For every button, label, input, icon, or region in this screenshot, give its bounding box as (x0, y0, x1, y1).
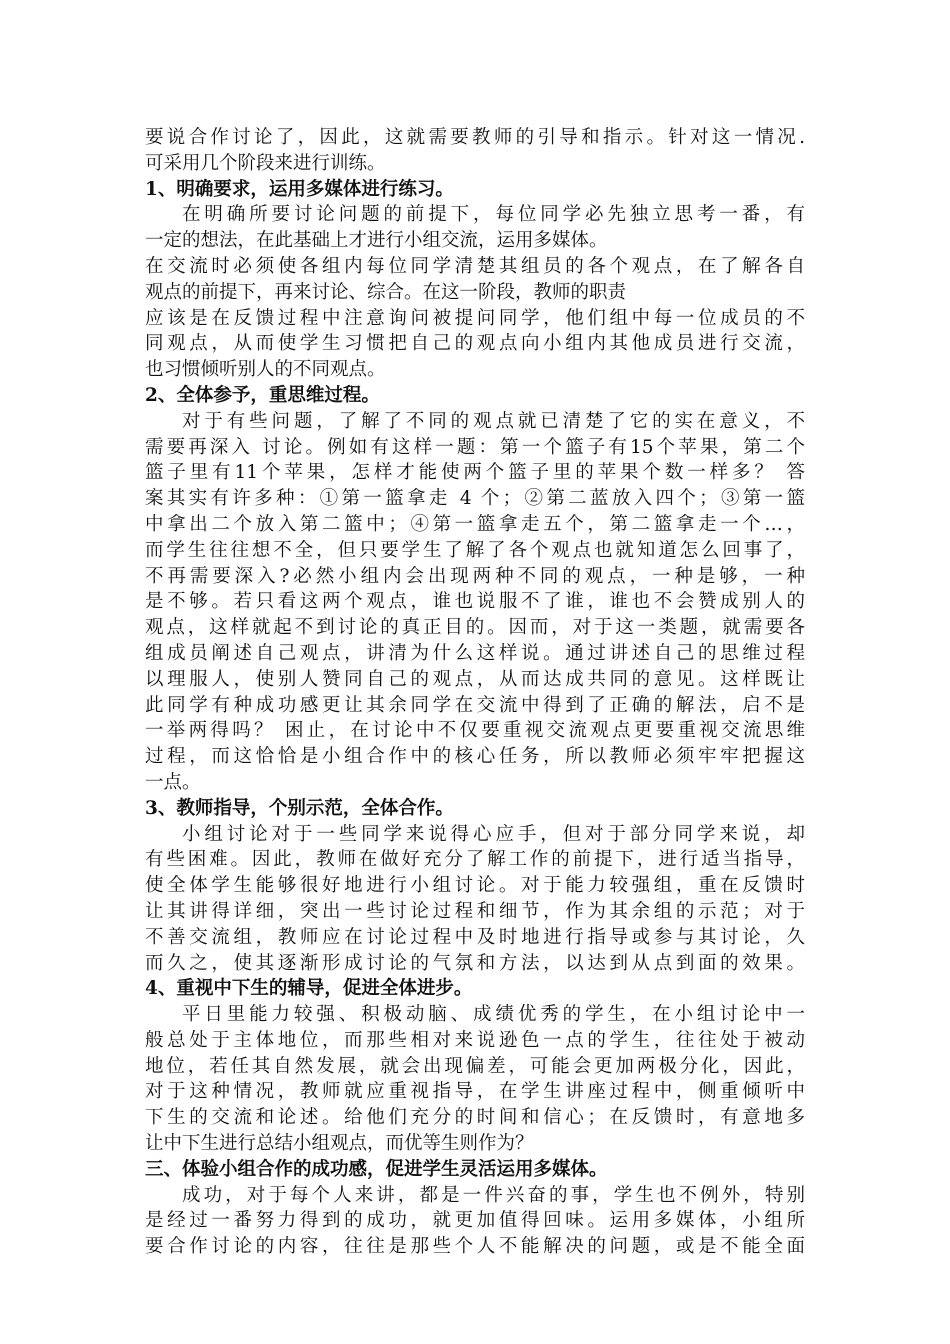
paragraph-line: 观点，这样就起不到讨论的真正目的。因而，对于这一类题，就需要各 (145, 617, 805, 639)
paragraph-line: 在明确所要讨论问题的前提下，每位同学必先独立思考一番，有 (182, 204, 805, 226)
paragraph-line: 而久之，使其逐渐形成讨论的气氛和方法，以达到从点到面的效果。 (145, 952, 805, 974)
paragraph-line: 需要再深入 讨论。例如有这样一题：第一个篮子有15个苹果，第二个 (145, 436, 805, 458)
paragraph-line: 一举两得吗？ 困止，在讨论中不仅要重视交流观点更要重视交流思维 (145, 720, 805, 742)
paragraph-line: 案其实有许多种：①第一篮拿走 4 个；②第二蓝放入四个；③第一篮 (145, 488, 805, 510)
paragraph-line: 可采用几个阶段来进行训练。 (145, 152, 386, 174)
paragraph-line: 此同学有种成功感更让其余同学在交流中得到了正确的解法，启不是 (145, 694, 805, 716)
paragraph-line: 不善交流组，教师应在讨论过程中及时地进行指导或参与其讨论，久 (145, 926, 805, 948)
paragraph-line: 要合作讨论的内容，往往是那些个人不能解决的问题，或是不能全面 (145, 1236, 805, 1258)
paragraph-line: 让中下生进行总结小组观点，而优等生则作为？ (145, 1133, 534, 1155)
paragraph-line: 不再需要深入?必然小组内会出现两种不同的观点，一种是够，一种 (145, 565, 805, 587)
section-heading: 1、明确要求，运用多媒体进行练习。 (145, 178, 454, 200)
document-body (145, 125, 805, 1260)
paragraph-line: 地位，若任其自然发展，就会出现偏差，可能会更加两极分化，因此， (145, 1055, 805, 1077)
section-heading: 3、教师指导，个别示范，全体合作。 (145, 797, 454, 819)
paragraph-line: 有些困难。因此，教师在做好充分了解工作的前提下，进行适当指导， (145, 849, 805, 871)
paragraph-line: 也习惯倾听别人的不同观点。 (145, 359, 386, 381)
paragraph-line: 要说合作讨论了，因此，这就需要教师的引导和指示。针对这一情况. (145, 127, 805, 148)
paragraph-line: 是经过一番努力得到的成功，就更加值得回味。运用多媒体，小组所 (145, 1210, 805, 1232)
section-heading: 4、重视中下生的辅导，促进全体进步。 (145, 978, 473, 1000)
paragraph-line: 同观点，从而使学生习惯把自己的观点向小组内其他成员进行交流， (145, 333, 805, 355)
paragraph-line: 在交流时必须使各组内每位同学清楚其组员的各个观点，在了解各自 (145, 255, 805, 277)
paragraph-line: 中拿出二个放入第二篮中；④第一篮拿走五个，第二篮拿走一个…， (145, 513, 805, 535)
paragraph-line: 平日里能力较强、积极动脑、成绩优秀的学生，在小组讨论中一 (182, 1004, 805, 1026)
paragraph-line: 对于有些问题，了解了不同的观点就已清楚了它的实在意义，不 (182, 410, 805, 432)
paragraph-line: 而学生往往想不全，但只要学生了解了各个观点也就知道怎么回事了， (145, 539, 805, 561)
paragraph-line: 般总处于主体地位，而那些相对来说逊色一点的学生，往往处于被动 (145, 1029, 805, 1051)
paragraph-line: 组成员阐述自己观点，讲清为什么这样说。通过讲述自己的思维过程 (145, 642, 805, 664)
paragraph-line: 小组讨论对于一些同学来说得心应手，但对于部分同学来说，却 (182, 823, 805, 845)
paragraph-line: 对于这种情况，教师就应重视指导，在学生讲座过程中，侧重倾听中 (145, 1081, 805, 1103)
paragraph-line: 篮子里有11个苹果，怎样才能使两个篮子里的苹果个数一样多？ 答 (145, 462, 805, 484)
paragraph-line: 让其讲得详细，突出一些讨论过程和细节，作为其余组的示范；对于 (145, 900, 805, 922)
section-heading: 三、体验小组合作的成功感，促进学生灵活运用多媒体。 (145, 1158, 608, 1180)
paragraph-line: 一定的想法，在此基础上才进行小组交流，运用多媒体。 (145, 230, 608, 252)
paragraph-line: 应该是在反馈过程中注意询问被提问同学，他们组中每一位成员的不 (145, 307, 805, 329)
paragraph-line: 是不够。若只看这两个观点，谁也说服不了谁，谁也不会赞成别人的 (145, 591, 805, 613)
paragraph-line: 过程，而这恰恰是小组合作中的核心任务，所以教师必须牢牢把握这 (145, 746, 805, 768)
paragraph-line: 使全体学生能够很好地进行小组讨论。对于能力较强组，重在反馈时 (145, 875, 805, 897)
paragraph-line: 以理服人，使别人赞同自己的观点，从而达成共同的意见。这样既让 (145, 668, 805, 690)
section-heading: 2、全体参予，重思维过程。 (145, 384, 380, 406)
paragraph-line: 一点。 (145, 771, 201, 793)
paragraph-line: 观点的前提下，再来讨论、综合。在这一阶段，教师的职责 (145, 281, 627, 303)
paragraph-line: 下生的交流和论述。给他们充分的时间和信心；在反馈时，有意地多 (145, 1107, 805, 1129)
paragraph-line: 成功，对于每个人来讲，都是一件兴奋的事，学生也不例外，特别 (182, 1184, 805, 1206)
